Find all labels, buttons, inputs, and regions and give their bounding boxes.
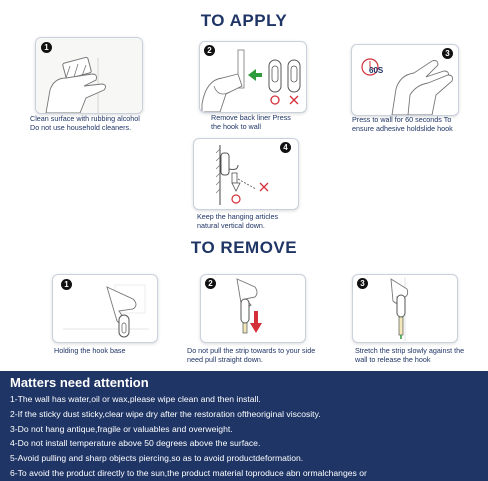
apply-step-2-card	[199, 41, 307, 113]
apply-step-3-caption: Press to wall for 60 seconds To ensure adhesive holdslide hook	[352, 115, 453, 133]
remove-title: TO REMOVE	[190, 238, 298, 257]
step-number-badge: 2	[204, 45, 215, 56]
step-number-badge: 3	[357, 278, 368, 289]
stretch-strip-illustration	[353, 275, 457, 342]
remove-step-3-card	[352, 274, 458, 343]
remove-step-3-caption: Stretch the strip slowly against the wall to release the hook	[355, 346, 465, 364]
attention-item-2: 2-If the sticky dust sticky,clear wipe dry after the restoration oftheoriginal viscosity.	[10, 409, 321, 419]
attention-item-6: 6-To avoid the product directly to the sun,the product material toproduce abn ormalchanges or	[10, 468, 367, 478]
pull-strip-down-illustration	[201, 275, 305, 342]
attention-item-1: 1-The wall has water,oil or wax,please wipe clean and then install.	[10, 394, 261, 404]
attention-item-5: 5-Avoid pulling and sharp objects piercing,so as to avoid productdeformation.	[10, 453, 304, 463]
remove-step-2-card	[200, 274, 306, 343]
attention-item-3: 3-Do not hang antique,fragile or valuables and overweight.	[10, 424, 233, 434]
clean-surface-illustration	[36, 38, 142, 113]
apply-step-4-caption: Keep the hanging articles natural vertical down.	[197, 212, 279, 230]
apply-step-4-card	[193, 138, 299, 210]
remove-liner-illustration	[200, 42, 306, 112]
attention-title: Matters need attention	[10, 375, 149, 390]
apply-title: TO APPLY	[200, 11, 288, 30]
attention-section	[0, 371, 488, 481]
step-number-badge: 3	[442, 48, 453, 59]
remove-step-1-card	[52, 274, 158, 343]
attention-item-4: 4-Do not install temperature above 50 degrees above the surface.	[10, 438, 261, 448]
apply-step-1-card	[35, 37, 143, 114]
step-number-badge: 2	[205, 278, 216, 289]
remove-step-1-caption: Holding the hook base	[54, 346, 126, 355]
step-number-badge: 1	[61, 279, 72, 290]
step-number-badge: 1	[41, 42, 52, 53]
apply-step-3-card	[351, 44, 459, 116]
remove-step-2-caption: Do not pull the strip towards to your side need pull straight down.	[187, 346, 316, 364]
apply-step-2-caption: Remove back liner Press the hook to wall	[211, 113, 291, 131]
timer-label: 60S	[369, 66, 384, 75]
apply-step-1-caption: Clean surface with rubbing alcohol Do not use household cleaners.	[30, 114, 140, 132]
step-number-badge: 4	[280, 142, 291, 153]
